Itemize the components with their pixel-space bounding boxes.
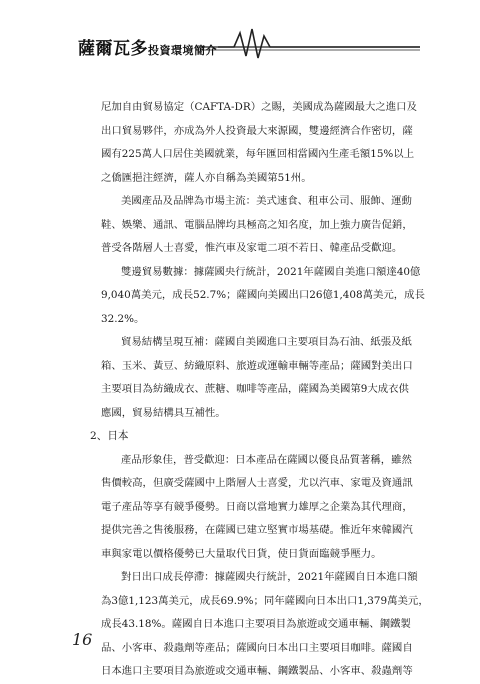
paragraph-line: 鞋、娛樂、通訊、電腦品牌均具極高之知名度，加上強力廣告促銷， [101,218,413,231]
paragraph-line: 之僑匯挹注經濟，薩人亦自稱為美國第51州。 [101,171,312,184]
paragraph-line: 對日出口成長停滯：據薩國央行統計，2021年薩國自日本進口額 [121,571,418,583]
paragraph-line: 提供完善之售後服務，在薩國已建立堅實市場基礎。惟近年來韓國汽 [101,524,413,536]
paragraph-line: 電子產品等享有競爭優勢。日商以當地實力雄厚之企業為其代理商， [101,500,413,513]
page-header [0,0,480,70]
paragraph-line: 32.2%。 [101,312,145,325]
section-heading [90,425,420,449]
section-heading-text: 2、日本 [90,430,129,442]
header-title [78,34,217,59]
paragraph-line: 出口貿易夥伴，亦成為外人投資最大來源國，雙邊經濟合作密切，薩 [101,124,413,137]
paragraph-line: 日本進口主要項目為旅遊或交通車輛、鋼鐵製品、小客車、殺蟲劑等 [101,665,413,677]
paragraph-line: 國有225萬人口居住美國就業，每年匯回相當國內生產毛額15%以上 [101,148,415,160]
paragraph-line: 箱、玉米、黃豆、紡織原料、旅遊或運輸車輛等產品；薩國對美出口 [101,359,413,372]
paragraph [101,331,431,425]
paragraph-line: 售價較高，但廣受薩國中上階層人士喜愛，尤以汽車、家電及資通訊 [101,477,413,489]
paragraph-line: 普受各階層人士喜愛，惟汽車及家電二項不若日、韓產品受歡迎。 [101,242,403,254]
body-text [90,96,431,684]
paragraph [101,449,431,567]
paragraph-line: 雙邊貿易數據：據薩國央行統計，2021年薩國自美進口額達40億 [121,265,421,278]
page-number: 16 [72,630,93,649]
header-title-main: 薩爾瓦多 [78,39,148,59]
paragraph-line: 尼加自由貿易協定（CAFTA-DR）之賜，美國成為薩國最大之進口及 [101,101,417,113]
paragraph [101,261,431,332]
header-title-sub: 投資環境簡介 [148,44,217,57]
paragraph-line: 主要項目為紡織成衣、蔗糖、咖啡等產品，薩國為美國第9大成衣供 [101,383,409,395]
paragraph-line: 為3億1,123萬美元，成長69.9%；同年薩國向日本出口1,379萬美元， [101,594,429,607]
paragraph-line: 車與家電以價格優勢已大量取代日貨，使日貨面臨競爭壓力。 [101,547,382,560]
paragraph-line: 美國產品及品牌為市場主流：美式速食、租車公司、服飾、運動 [121,195,412,207]
paragraph-line: 成長43.18%。薩國自日本進口主要項目為旅遊或交通車輛、鋼鐵製 [101,618,411,630]
paragraph [101,566,431,684]
paragraph-line: 貿易結構呈現互補：薩國自美國進口主要項目為石油、紙張及紙 [121,336,412,348]
paragraph-line: 應國，貿易結構具互補性。 [101,406,226,419]
paragraph-line: 品、小客車、殺蟲劑等產品；薩國向日本出口主要項目咖啡。薩國自 [101,641,413,654]
paragraph-line: 9,040萬美元，成長52.7%；薩國向美國出口26億1,408萬美元，成長 [101,289,425,301]
paragraph [101,96,431,190]
paragraph-line: 產品形象佳，普受歡迎：日本產品在薩國以優良品質著稱，雖然 [121,453,412,466]
paragraph [101,190,431,261]
heartbeat-line-decoration [0,0,480,70]
